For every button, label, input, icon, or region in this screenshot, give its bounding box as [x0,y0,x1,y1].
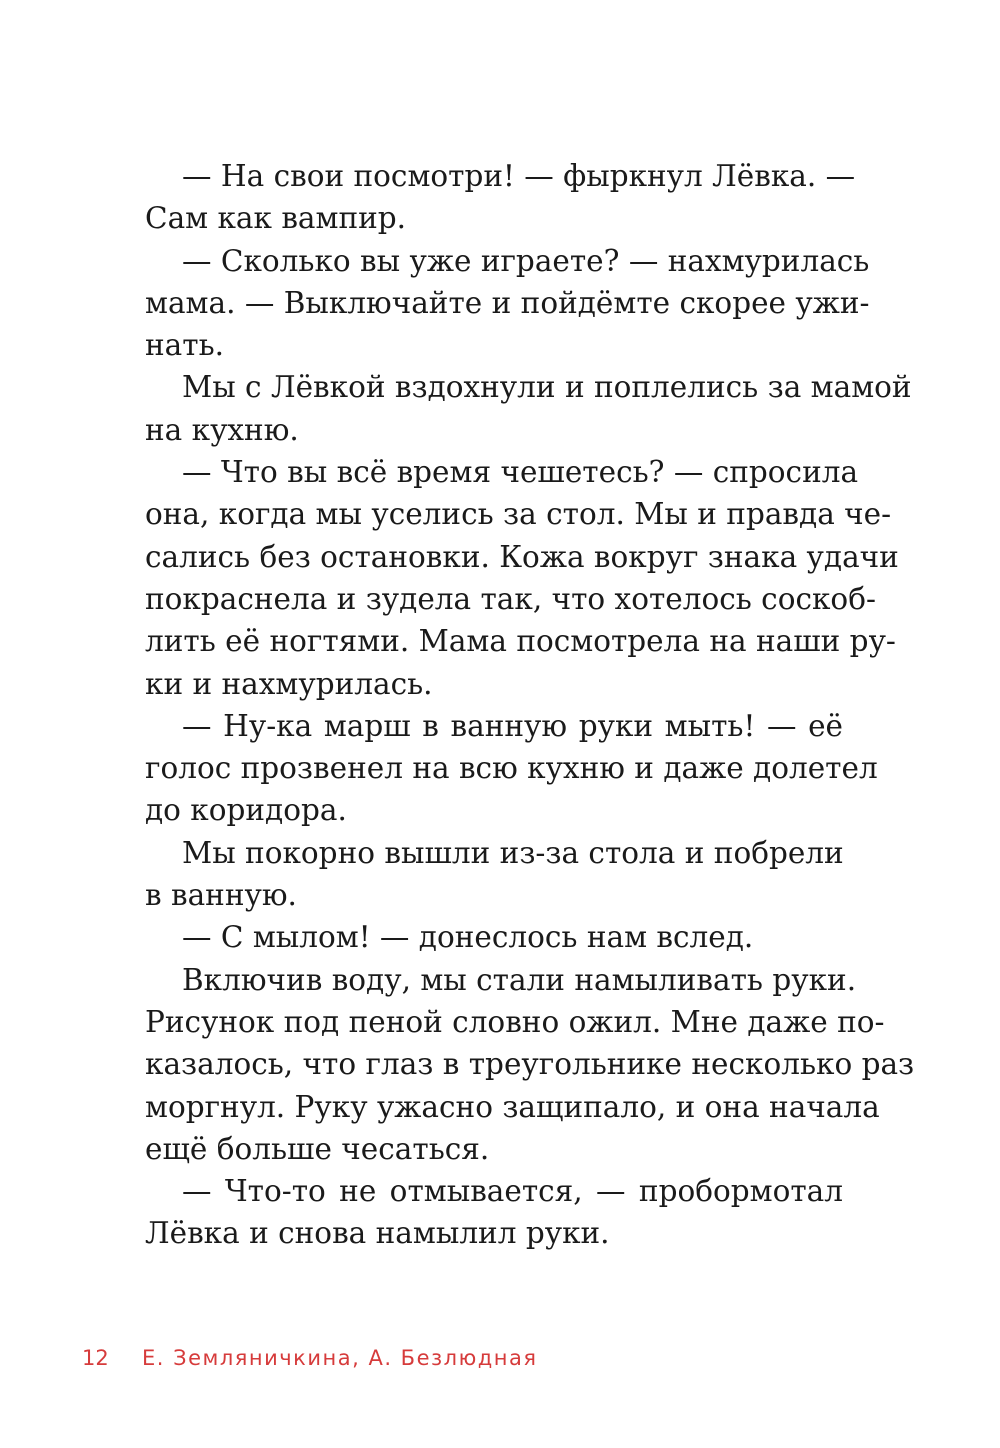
text-line: Рисунок под пеной словно ожил. Мне даже по- [145,1004,885,1039]
running-head-authors: Е. Земляничкина, А. Безлюдная [142,1346,538,1370]
text-line: она, когда мы уселись за стол. Мы и правда че- [145,497,892,532]
text-line: нать. [145,328,225,363]
text-line: сались без остановки. Кожа вокруг знака удачи [145,539,899,574]
text-line: Включив воду, мы стали намыливать руки. [182,962,857,997]
text-line: на кухню. [145,412,299,447]
text-line: ки и нахмурилась. [145,666,433,701]
text-line: Мы покорно вышли из-за стола и побрели [182,835,844,870]
page-number: 12 [82,1346,109,1370]
text-line: голос прозвенел на всю кухню и даже долетел [145,751,878,786]
text-line: казалось, что глаз в треугольнике несколько раз [145,1047,915,1082]
text-line: — На свои посмотри! — фыркнул Лёвка. — [182,159,856,193]
text-line: — Сколько вы уже играете? — нахмурилась [182,243,870,278]
text-line: — Ну-ка марш в ванную руки мыть! — её [182,708,843,743]
page-footer [82,1340,538,1376]
text-line: мама. — Выключайте и пойдёмте скорее ужи- [145,285,870,320]
text-line: — С мылом! — донеслось нам вслед. [182,920,754,955]
text-line: — Что-то не отмывается, — пробормотал [182,1174,843,1209]
text-line: Лёвка и снова намылил руки. [145,1216,610,1251]
text-line: Мы с Лёвкой вздохнули и поплелись за мамой [182,370,912,405]
text-line: моргнул. Руку ужасно защипало, и она начала [145,1089,880,1124]
text-line: лить её ногтями. Мама посмотрела на наши ру- [145,624,896,659]
text-line: ещё больше чесаться. [145,1131,490,1166]
text-line: до коридора. [145,793,347,828]
text-line: покраснела и зудела так, что хотелось соскоб- [145,581,876,616]
text-line: в ванную. [145,878,297,913]
body-text [145,155,915,1255]
text-line: Сам как вампир. [145,201,407,236]
text-line: — Что вы всё время чешетесь? — спросила [182,455,859,490]
